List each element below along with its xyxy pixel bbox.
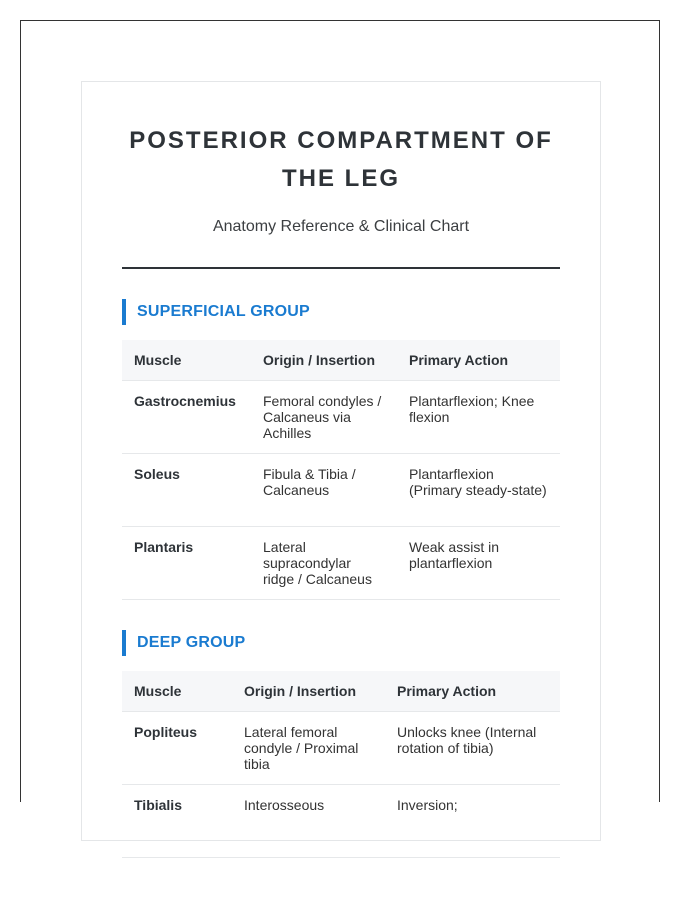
- origin-insertion: Lateral supracondylar ridge / Calcaneus: [251, 527, 397, 600]
- deep-table: [122, 671, 560, 858]
- table-header-row: [122, 671, 560, 712]
- muscle-name: Popliteus: [122, 712, 232, 785]
- superficial-table: [122, 340, 560, 600]
- primary-action: Unlocks knee (Internal rotation of tibia): [385, 712, 560, 785]
- column-header-muscle: Muscle: [122, 340, 251, 381]
- page-title: POSTERIOR COMPARTMENT OF THE LEG: [129, 127, 553, 192]
- muscle-name: Gastrocnemius: [122, 381, 251, 454]
- muscle-name: Soleus: [122, 454, 251, 527]
- document-frame: [20, 20, 660, 813]
- table-header-row: [122, 340, 560, 381]
- table-row: [122, 527, 560, 600]
- column-header-muscle: Muscle: [122, 671, 232, 712]
- table-row: [122, 785, 560, 858]
- primary-action: Plantarflexion; Knee flexion: [397, 381, 560, 454]
- reference-card: [81, 81, 601, 841]
- primary-action: Plantarflexion (Primary steady-state): [397, 454, 560, 527]
- section-heading-superficial: SUPERFICIAL GROUP: [122, 299, 310, 325]
- origin-insertion: Femoral condyles / Calcaneus via Achilles: [251, 381, 397, 454]
- table-row: [122, 381, 560, 454]
- table-row: [122, 712, 560, 785]
- muscle-name: Plantaris: [122, 527, 251, 600]
- table-row: [122, 454, 560, 527]
- column-header-origin-insertion: Origin / Insertion: [232, 671, 385, 712]
- origin-insertion: Interosseous: [232, 785, 385, 858]
- column-header-origin-insertion: Origin / Insertion: [251, 340, 397, 381]
- column-header-primary-action: Primary Action: [397, 340, 560, 381]
- muscle-name: Tibialis: [122, 785, 232, 858]
- page-subtitle: Anatomy Reference & Clinical Chart: [212, 218, 470, 235]
- primary-action: Weak assist in plantarflexion: [397, 527, 560, 600]
- section-heading-deep: DEEP GROUP: [122, 630, 245, 656]
- title-divider: [122, 267, 560, 269]
- origin-insertion: Fibula & Tibia / Calcaneus: [251, 454, 397, 527]
- column-header-primary-action: Primary Action: [385, 671, 560, 712]
- origin-insertion: Lateral femoral condyle / Proximal tibia: [232, 712, 385, 785]
- primary-action: Inversion;: [385, 785, 560, 858]
